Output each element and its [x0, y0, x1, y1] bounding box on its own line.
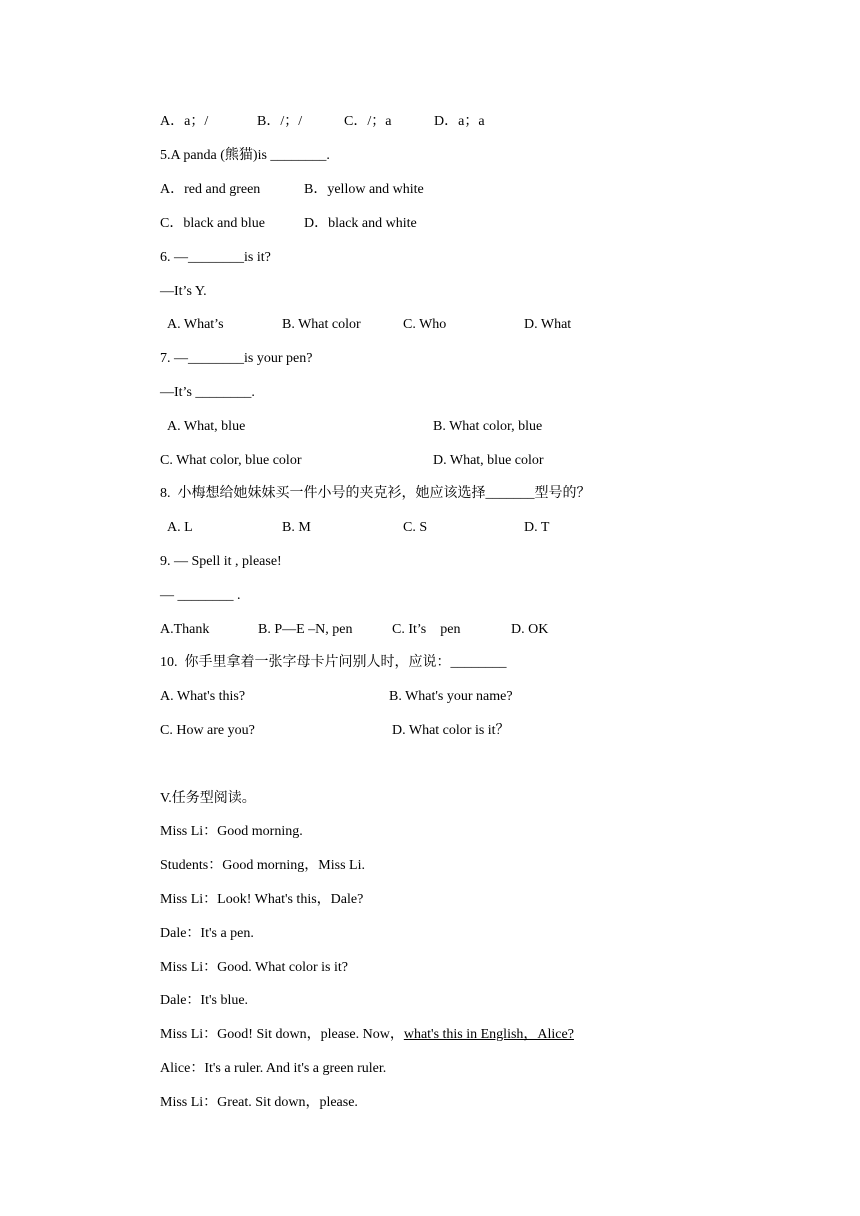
dialogue-line: Miss Li：Look! What's this，Dale? [160, 892, 364, 907]
dialogue-line: Dale：It's blue. [160, 993, 249, 1008]
q9-reply: — ________ . [160, 588, 241, 603]
q7-reply: —It’s ________. [160, 385, 255, 400]
q7-option-b: B. What color, blue [433, 419, 543, 434]
dialogue-line-underlined-question [160, 1027, 574, 1043]
section-heading: V.任务型阅读。 [160, 791, 256, 806]
q9-option-d: D. OK [511, 622, 549, 637]
q5-stem: 5.A panda (熊猫)is ________. [160, 148, 330, 163]
q9-stem: 9. — Spell it , please! [160, 554, 282, 569]
q7-option-a: A. What, blue [167, 419, 246, 434]
q8-stem: 8. 小梅想给她妹妹买一件小号的夹克衫，她应该选择_______型号的？ [160, 486, 591, 501]
q4-option-c: C．/；a [344, 114, 392, 129]
q4-option-d: D．a；a [434, 114, 485, 129]
q7-stem: 7. —________is your pen? [160, 351, 313, 366]
q10-option-a: A. What's this? [160, 689, 246, 704]
q7-option-d: D. What, blue color [433, 453, 544, 468]
q9-option-b: B. P—E –N, pen [258, 622, 353, 637]
q8-option-d: D. T [524, 520, 550, 535]
underlined-question: what's this in English，Alice? [403, 1027, 574, 1042]
q9-option-a: A.Thank [160, 622, 210, 637]
dialogue-line: Alice：It's a ruler. And it's a green ruler. [160, 1061, 387, 1076]
q9-option-c: C. It’s pen [392, 622, 461, 637]
q6-option-a: A. What’s [167, 317, 224, 332]
q5-option-d: D．black and white [304, 216, 417, 231]
q10-option-d: D. What color is it？ [392, 723, 510, 738]
q10-option-c: C. How are you? [160, 723, 255, 738]
q5-option-a: A．red and green [160, 182, 261, 197]
q5-option-c: C．black and blue [160, 216, 265, 231]
q6-option-d: D. What [524, 317, 572, 332]
q7-option-c: C. What color, blue color [160, 453, 302, 468]
dialogue-line: Students：Good morning，Miss Li. [160, 858, 365, 873]
q8-option-c: C. S [403, 520, 428, 535]
q10-stem: 10. 你手里拿着一张字母卡片问别人时，应说：________ [160, 655, 507, 670]
q8-option-a: A. L [167, 520, 193, 535]
dialogue-line-prefix: Miss Li：Good! Sit down，please. Now， [160, 1027, 404, 1042]
q8-option-b: B. M [282, 520, 311, 535]
q6-option-b: B. What color [282, 317, 361, 332]
q10-option-b: B. What's your name? [389, 689, 513, 704]
dialogue-line: Dale：It's a pen. [160, 926, 254, 941]
dialogue-line: Miss Li：Good morning. [160, 824, 303, 839]
q4-option-a: A．a；/ [160, 114, 209, 129]
q6-option-c: C. Who [403, 317, 447, 332]
q6-stem: 6. —________is it? [160, 250, 271, 265]
q5-option-b: B．yellow and white [304, 182, 424, 197]
dialogue-line: Miss Li：Good. What color is it? [160, 960, 348, 975]
q6-reply: —It’s Y. [160, 284, 207, 299]
dialogue-line: Miss Li：Great. Sit down，please. [160, 1095, 358, 1110]
q4-option-b: B．/；/ [257, 114, 303, 129]
